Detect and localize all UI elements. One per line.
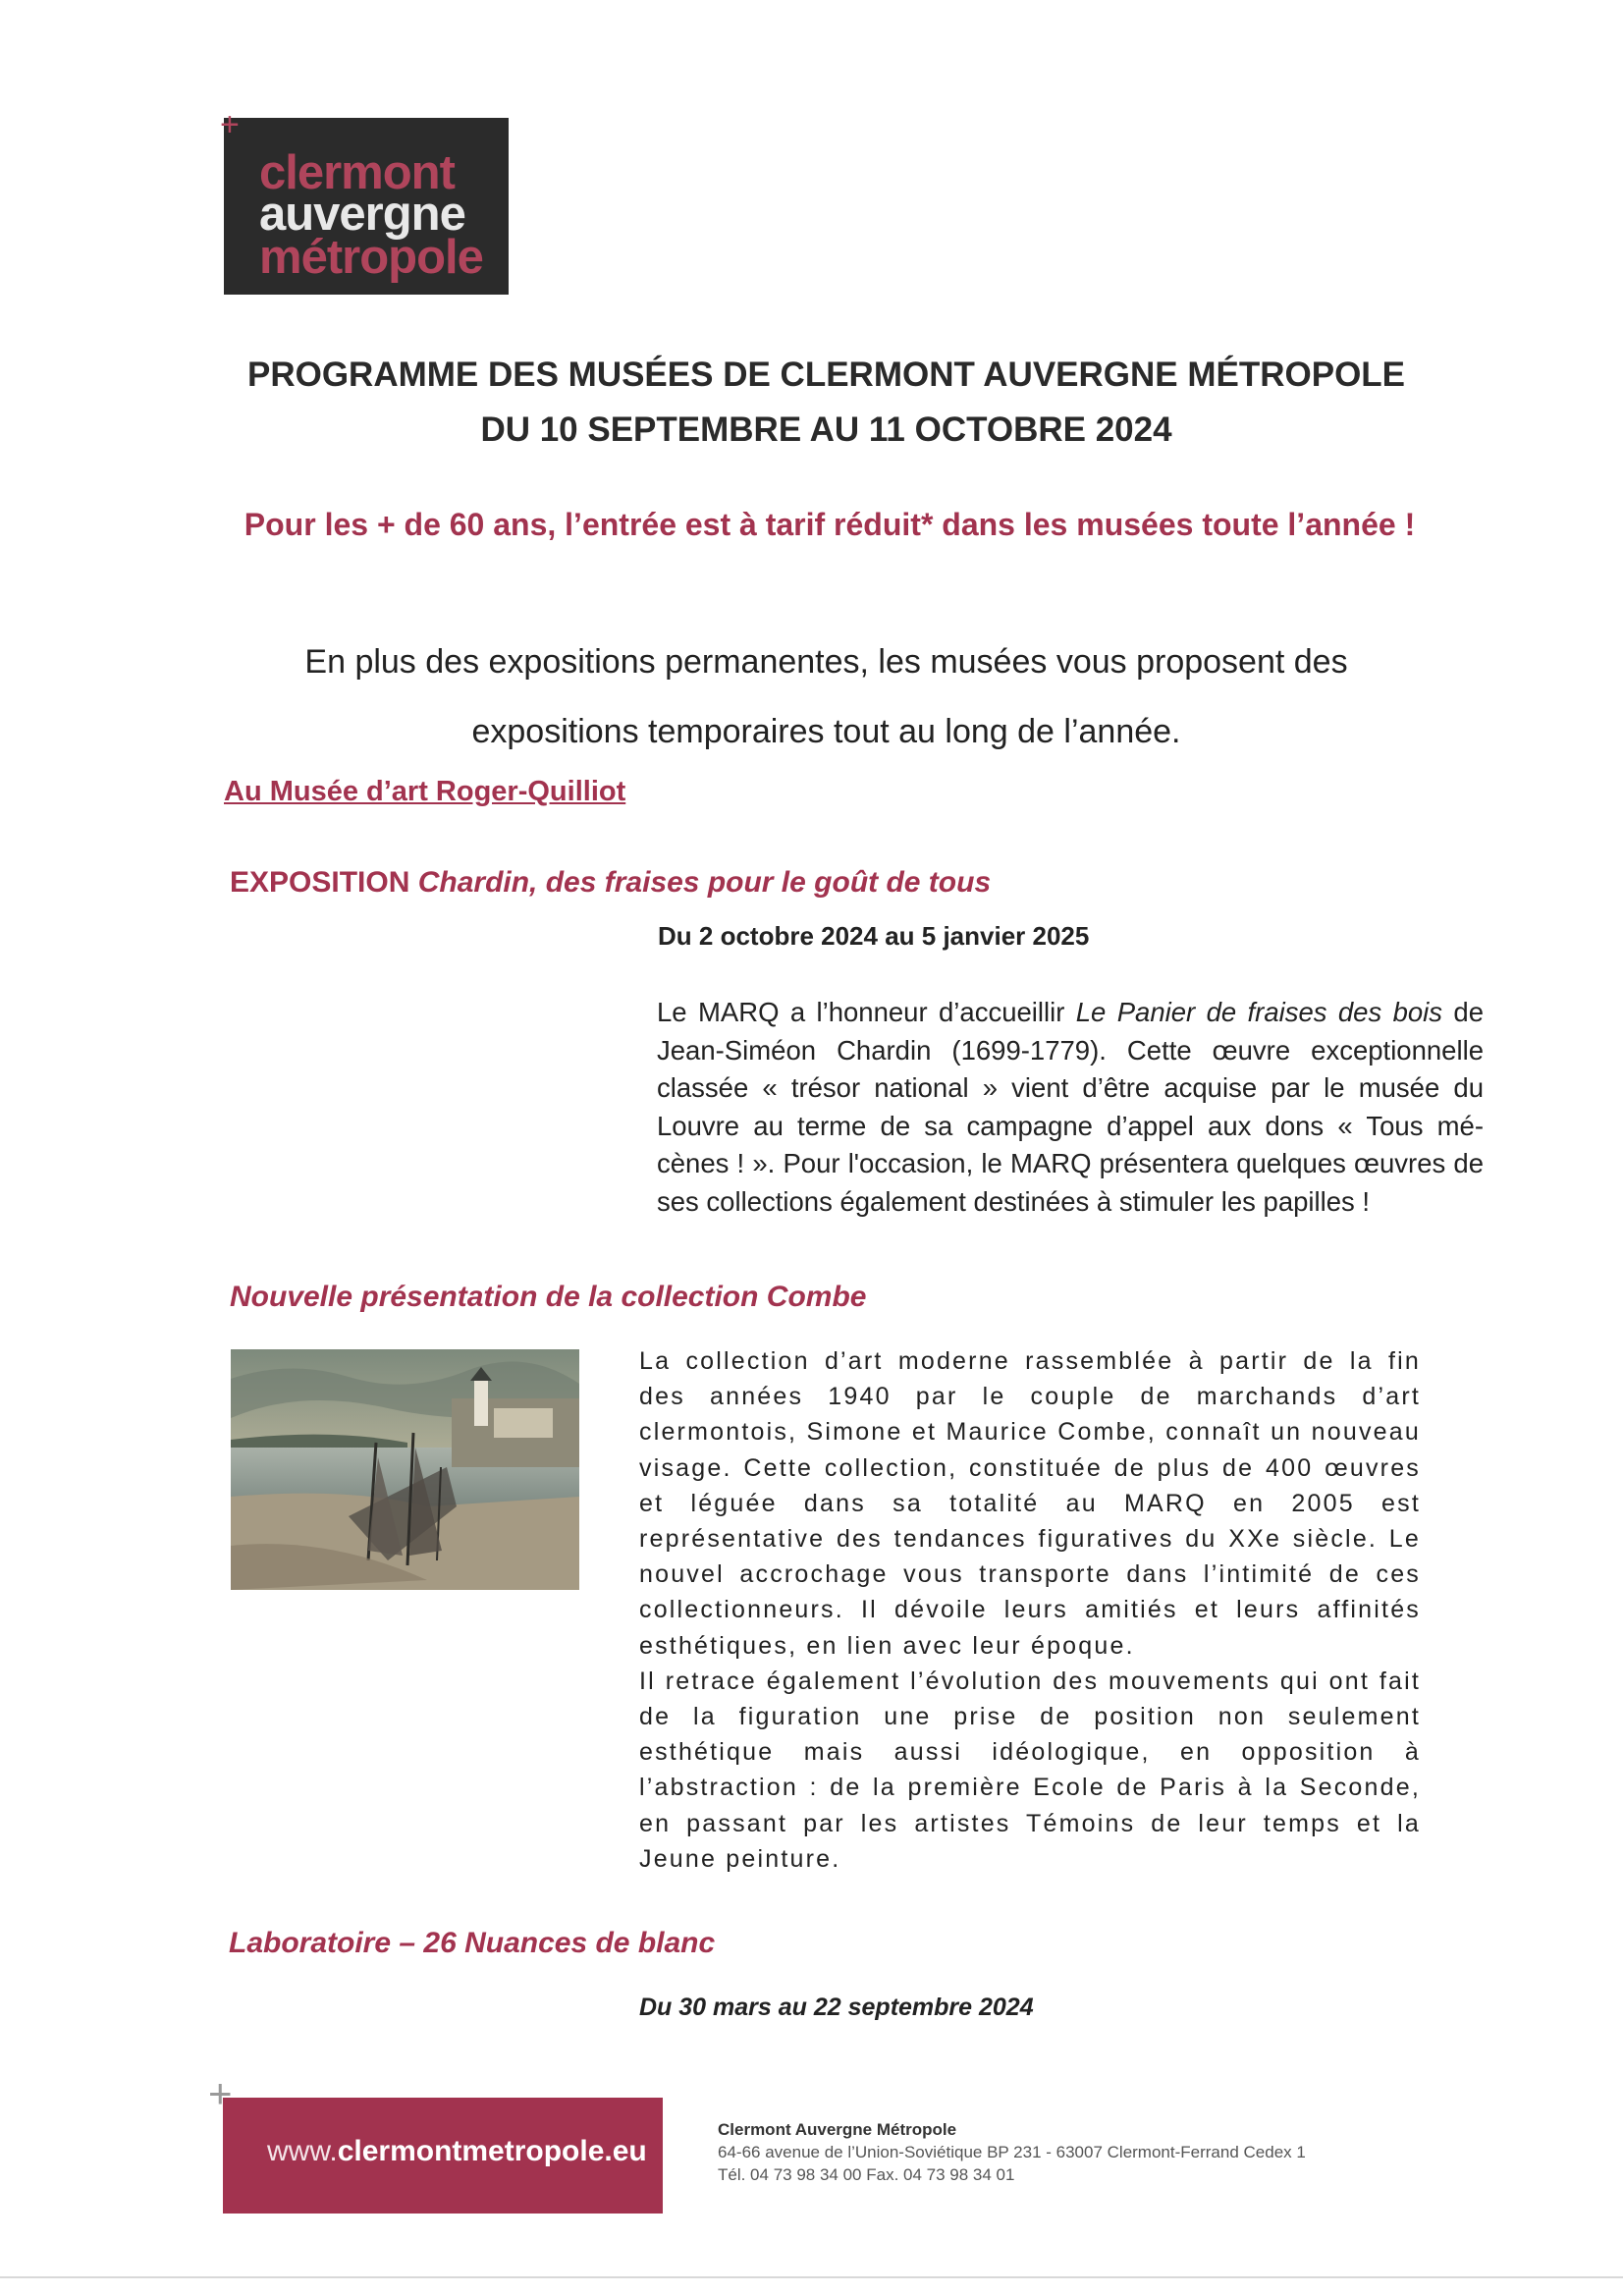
combe-paragraph-1: La collection d’art moderne rassemblée à partir de la fin des années 1940 par le couple de marchands d’art clermontois, Simone et Maurice Combe, connaît un nouveau visage. Cette collection, constituée de plus de 400 œuvres et léguée dans sa totalité au MARQ en 2005 est représentative des tendances figuratives du XXe siècle. Le nouvel accrochage vous transporte dans l’intimité de ces collectionneurs. Il dévoile leurs amitiés et leurs affinités esthétiques, en lien avec leur époque. <box>639 1347 1421 1660</box>
expo-laboratoire-title: Laboratoire – 26 Nuances de blanc <box>229 1927 716 1959</box>
page-title: PROGRAMME DES MUSÉES DE CLERMONT AUVERGNE MÉTROPOLE <box>246 355 1406 394</box>
senior-discount-note: Pour les + de 60 ans, l’entrée est à tarif réduit* dans les musées toute l’année ! <box>243 507 1416 542</box>
expo-combe-description <box>639 1343 1421 1877</box>
expo-combe-title: Nouvelle présentation de la collection Combe <box>230 1281 867 1313</box>
expo-chardin-dates: Du 2 octobre 2024 au 5 janvier 2025 <box>658 921 1090 951</box>
footer-plus-mark: + <box>208 2070 233 2116</box>
footer-organization: Clermont Auvergne Métropole <box>718 2120 957 2139</box>
logo-line-clermont: clermont <box>259 146 455 199</box>
expo-chardin-name: Chardin, des fraises pour le goût de tous <box>417 866 992 899</box>
page-bottom-divider <box>0 2276 1623 2278</box>
logo-line-auvergne: auvergne <box>259 188 465 241</box>
combe-paragraph-2: Il retrace également l’évolution des mouvements qui ont fait de la figuration une prise de position non seulement esthétique mais aussi idéologique, en opposition à l’abstraction : de la première Ecole de Paris à la Seconde, en passant par les artistes Témoins de leur temps et la Jeune peinture. <box>639 1667 1421 1873</box>
page-subtitle-dates: DU 10 SEPTEMBRE AU 11 OCTOBRE 2024 <box>480 410 1172 449</box>
url-prefix: www. <box>267 2135 338 2167</box>
expo-laboratoire-dates: Du 30 mars au 22 septembre 2024 <box>639 1994 1034 2021</box>
combe-painting-image <box>231 1349 579 1590</box>
footer-website-link[interactable] <box>267 2135 647 2168</box>
footer-address: 64-66 avenue de l’Union-Soviétique BP 231 - 63007 Clermont-Ferrand Cedex 1 <box>718 2143 1306 2161</box>
expo-chardin-title <box>230 866 991 900</box>
footer-url-banner <box>223 2098 663 2214</box>
intro-line-1: En plus des expositions permanentes, les musées vous proposent des <box>304 643 1348 681</box>
footer-address-block <box>718 2118 1306 2186</box>
logo-plus-mark: + <box>220 106 240 143</box>
expo-prefix: EXPOSITION <box>230 866 418 899</box>
logo-line-metropole: métropole <box>259 231 483 284</box>
footer-phone-fax: Tél. 04 73 98 34 00 Fax. 04 73 98 34 01 <box>718 2165 1015 2184</box>
url-domain: clermontmetropole.eu <box>337 2135 647 2167</box>
museum-section-heading: Au Musée d’art Roger-Quilliot <box>224 776 626 807</box>
desc-text: de Jean-Siméon Chardin (1699-1779). Cette œuvre exceptionnelle classée « trésor national » vient d’être acquise par le musée du Louvre au terme de sa campagne d’appel aux dons « Tous mé-cènes ! ». Pour l'occasion, le MARQ présentera quelques œuvres de ses collections également destinées à stimuler les papilles ! <box>657 997 1485 1217</box>
intro-line-2: expositions temporaires tout au long de l’année. <box>471 713 1181 750</box>
expo-chardin-description <box>657 994 1484 1222</box>
artwork-title: Le Panier de fraises des bois <box>1075 997 1443 1027</box>
clermont-metropole-logo <box>220 106 509 295</box>
desc-text: Le MARQ a l’honneur d’accueillir <box>657 997 1076 1027</box>
